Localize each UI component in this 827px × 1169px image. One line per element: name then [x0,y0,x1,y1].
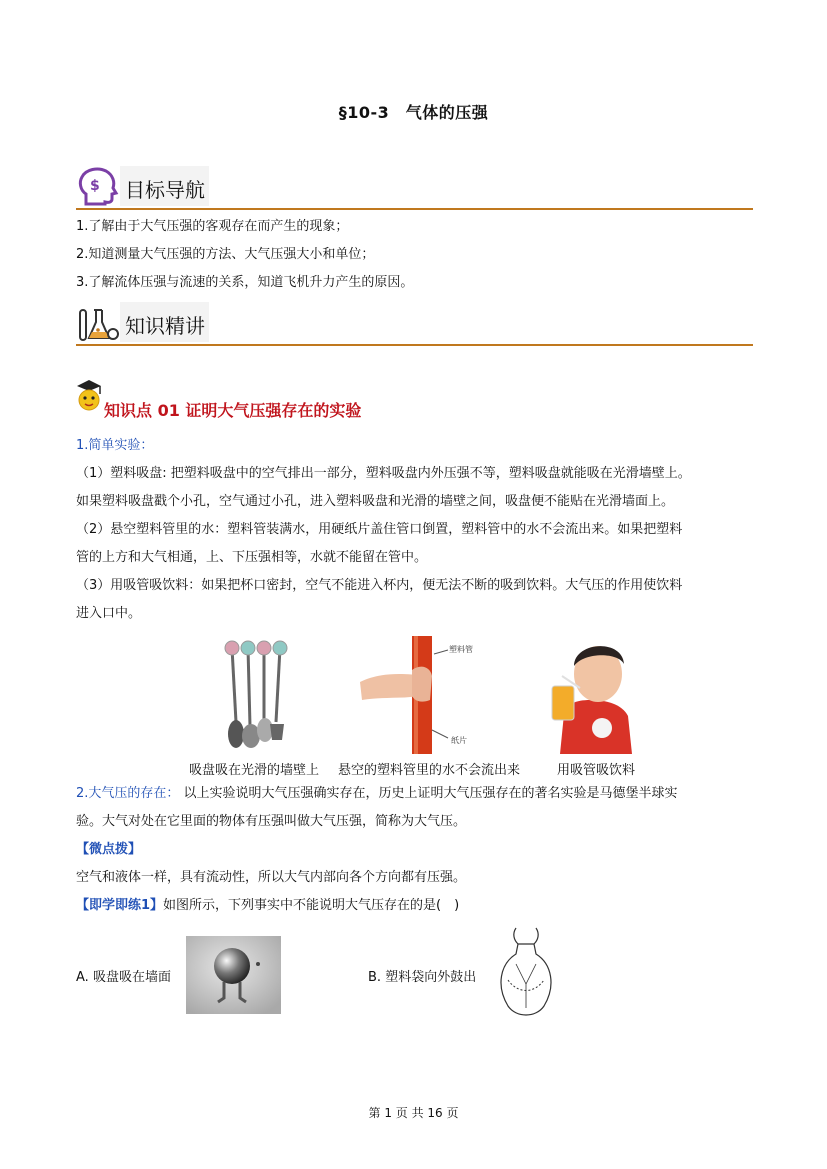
figure-caption: 用吸管吸饮料 [557,763,636,778]
section-heading-goals: 目标导航 [125,178,205,202]
goal-item: 3.了解流体压强与流速的关系，知道飞机升力产生的原因。 [76,275,414,290]
lab-flask-icon [76,304,120,346]
figure-label-card: 纸片 [451,736,467,745]
tip-heading: 【微点拨】 [76,842,142,857]
figure-caption: 悬空的塑料管里的水不会流出来 [338,763,521,778]
head-brain-icon [76,166,120,208]
exercise-heading: 【即学即练1】 [76,898,164,913]
inverted-tube-figure [356,630,506,758]
section-divider [76,344,753,346]
suction-cup-utensils-figure [200,636,310,756]
option-label: A. [76,970,89,985]
figure-caption: 吸盘吸在光滑的墙壁上 [189,763,320,778]
question-text: 如图所示，下列事实中不能说明大气压存在的是( ) [163,898,460,913]
subsection-heading: 1.简单实验： [76,438,154,453]
section-header-knowledge [76,302,753,346]
body-line: 如果塑料吸盘戳个小孔，空气通过小孔，进入塑料吸盘和光滑的墙壁之间，吸盘便不能贴在光滑墙面上。 [76,494,675,509]
section-header-goals [76,166,753,210]
goal-item: 1.了解由于大气压强的客观存在而产生的现象； [76,219,349,234]
subsection-heading: 2.大气压的存在： [76,786,180,801]
section-divider [76,208,753,210]
body-line: 进入口中。 [76,606,142,621]
suction-hook-photo [186,936,281,1014]
body-line: （3）用吸管吸饮料：如果把杯口密封，空气不能进入杯内，便无法不断的吸到饮料。大气压的作用使饮料 [76,578,683,593]
inflated-bag-sketch [494,924,558,1022]
option-text: 塑料袋向外鼓出 [385,970,477,985]
option-b[interactable] [368,966,476,985]
page-footer: 第 1 页 共 16 页 [368,1106,459,1120]
body-line: 验。大气对处在它里面的物体有压强叫做大气压强，简称为大气压。 [76,814,467,829]
option-text: 吸盘吸在墙面 [92,970,171,985]
section-heading-knowledge: 知识精讲 [125,314,205,338]
option-a[interactable] [76,966,171,985]
body-line: 管的上方和大气相通，上、下压强相等，水就不能留在管中。 [76,550,428,565]
body-line: （2）悬空塑料管里的水：塑料管装满水，用硬纸片盖住管口倒置，塑料管中的水不会流出来。如果把塑料 [76,522,683,537]
body-line [76,780,753,808]
body-line: （1）塑料吸盘: 把塑料吸盘中的空气排出一部分，塑料吸盘内外压强不等，塑料吸盘就能吸在光滑墙壁上。 [76,466,691,481]
child-drinking-figure [540,630,640,754]
svg-text:$: $ [90,178,100,194]
goal-item: 2.知道测量大气压强的方法、大气压强大小和单位； [76,247,375,262]
mascot-graduate-icon [74,378,104,414]
exercise-question [76,892,753,920]
option-label: B. [368,970,382,985]
tip-text: 空气和液体一样，具有流动性，所以大气内部向各个方向都有压强。 [76,870,467,885]
figure-label-tube: 塑料管 [449,645,473,654]
knowledge-point-title: 知识点 01 证明大气压强存在的实验 [104,401,362,420]
body-text: 以上实验说明大气压强确实存在，历史上证明大气压强存在的著名实验是马德堡半球实 [179,786,678,801]
page-title: §10-3 气体的压强 [338,103,489,122]
